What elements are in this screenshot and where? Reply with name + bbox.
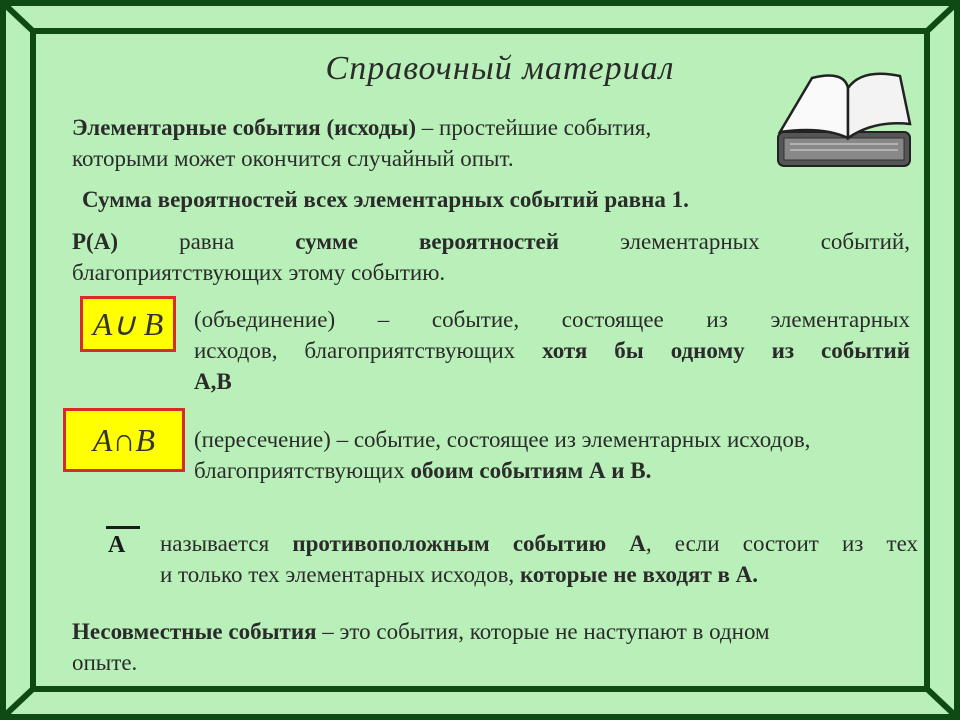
union-events: А,В	[194, 369, 232, 394]
complement-text: называется	[160, 531, 293, 556]
intersection-formula-box: A∩B	[63, 408, 185, 472]
probability-rule	[72, 226, 910, 288]
incompatible-definition	[72, 616, 902, 678]
complement-text: и только тех элементарных исходов,	[160, 562, 520, 587]
union-emphasis: хотя бы одному из событий	[542, 338, 910, 363]
complement-emphasis: противоположным событию А	[292, 531, 646, 556]
term-incompatible: Несовместные события	[72, 619, 317, 644]
rule-word: событий,	[820, 229, 910, 254]
definition-text: которыми может окончится случайный опыт.	[72, 146, 514, 171]
union-formula-box: A∪ B	[80, 296, 176, 352]
rule-text: благоприятствующих этому событию.	[72, 260, 446, 285]
rule-word: вероятностей	[419, 229, 559, 254]
incompatible-text: – это события, которые не наступают в одном	[316, 619, 770, 644]
intersection-text: (пересечение) – событие, состоящее из элементарных исходов,	[194, 427, 811, 452]
rule-word: равна	[179, 229, 235, 254]
intersection-definition	[194, 424, 910, 486]
definition-text: – простейшие события,	[416, 115, 652, 140]
definition-elementary	[72, 112, 762, 174]
page-title: Справочный материал	[325, 50, 675, 87]
incompatible-text: опыте.	[72, 650, 138, 675]
complement-symbol: А	[108, 532, 126, 558]
complement-emphasis: которые не входят в А.	[519, 562, 759, 587]
union-definition	[194, 304, 910, 397]
complement-definition	[160, 528, 918, 590]
rule-word: Р(А)	[72, 229, 118, 254]
rule-word: элементарных	[620, 229, 760, 254]
intersection-emphasis: обоим событиям А и В.	[410, 458, 652, 483]
complement-text: , если состоит из тех	[645, 531, 918, 556]
union-text: (объединение) – событие, состоящее из элементарных	[194, 307, 910, 332]
book-icon	[770, 66, 918, 174]
sum-rule: Сумма вероятностей всех элементарных событий равна 1.	[82, 187, 689, 212]
rule-word: сумме	[295, 229, 358, 254]
union-text: исходов, благоприятствующих	[194, 338, 543, 363]
intersection-text: благоприятствующих	[194, 458, 411, 483]
term-elementary: Элементарные события (исходы)	[72, 115, 417, 140]
